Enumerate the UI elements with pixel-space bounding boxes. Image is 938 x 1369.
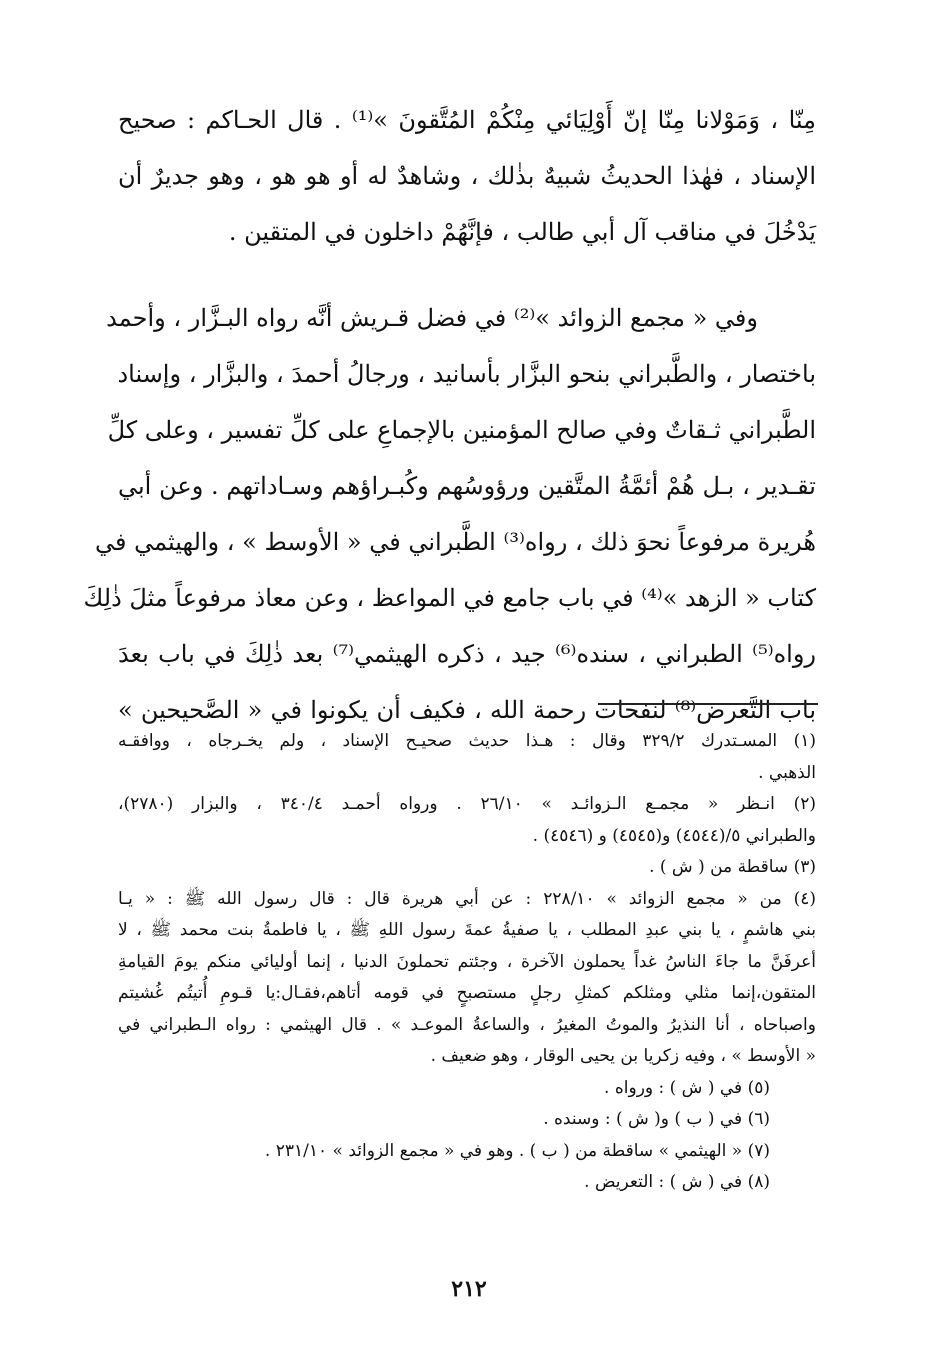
footnote-line: (٢) انـظر « مجمـع الـزوائـد » ٢٦/١٠ . ورواه أحمـد ٣٤٠/٤ ، والبزار (٢٧٨٠)، [118, 794, 817, 814]
footnote-6 [118, 1104, 816, 1136]
text-line: الإسناد ، فهٰذا الحديثُ شبيهٌ بذٰلك ، وشاهدٌ له أو هو هو ، وهو جديرٌ أن [118, 162, 816, 190]
text-line: هُريرة مرفوعاً نحوَ ذلك ، رواه⁽³⁾ الطَّبراني في « الأوسط » ، والهيثمي في [95, 528, 816, 556]
footnote-line: (٣) ساقطة من ( ش ) . [649, 857, 816, 877]
footnotes [118, 726, 816, 1199]
footnote-line: (٧) « الهيثمي » ساقطة من ( ب ) . وهو في « مجمع الزوائد » ٢٣١/١٠ . [264, 1140, 770, 1161]
paragraph-2 [83, 290, 817, 738]
footnote-separator [598, 703, 818, 705]
main-text [83, 92, 817, 738]
text-line: تقـدير ، بـل هُمْ أئمَّةُ المتَّقين ورؤوسُهم وكُبـراؤهم وسـاداتهم . وعن أبي [118, 472, 816, 500]
footnote-line: أعرفَنَّ ما جاءَ الناسُ غداً يحملون الآخرة ، وجئتم تحملونَ الدنيا ، إنما أوليائي منكم يومَ القيامةِ [118, 951, 816, 972]
footnote-line: والطبراني ٥/(٤٥٤٤) و(٤٥٤٥) و (٤٥٤٦) . [532, 825, 816, 846]
footnote-line: (١) المسـتدرك ٣٢٩/٢ وقال : هـذا حديث صحيـح الإسناد ، ولم يخـرجاه ، ووافقـه [118, 731, 817, 751]
footnote-line: المتقون،إنما مثلي ومثلكم كمثلِ رجلٍ مستصبحٍ في قومه أتاهم،فقـال:يا قـومِ أُتيتُم غُشيتم [118, 983, 816, 1003]
text-line: وفي « مجمع الزوائد »⁽²⁾ في فضل قـريش أنَّه رواه البـزَّار ، وأحمد [106, 304, 758, 332]
footnote-5 [118, 1073, 816, 1105]
footnote-8 [118, 1167, 816, 1199]
text-line: باختصار ، والطَّبراني بنحو البزَّار بأسانيد ، ورجالُ أحمدَ ، والبزَّار ، وإسناد [117, 360, 816, 388]
footnote-3 [118, 852, 816, 884]
footnote-line: الذهبي . [758, 762, 816, 783]
page-number: ٢١٢ [451, 1276, 487, 1302]
footnote-7 [118, 1136, 816, 1168]
footnote-1 [118, 726, 816, 789]
footnote-line: (٤) من « مجمع الزوائد » ٢٢٨/١٠ : عن أبي هريرة قال : قال رسول الله ﷺ : « يـا [118, 888, 816, 909]
text-line: رواه⁽⁵⁾ الطبراني ، سنده⁽⁶⁾ جيد ، ذكره الهيثمي⁽⁷⁾ بعد ذٰلِكَ في باب بعدَ [118, 640, 817, 668]
footnote-line: (٥) في ( ش ) : ورواه . [604, 1077, 770, 1098]
text-line: يَدْخُلَ في مناقب آل أبي طالب ، فإنَّهُمْ داخلون في المتقين . [228, 218, 816, 246]
footnote-line: بني هاشمٍ ، يا بني عبدِ المطلب ، يا صفيةُ عمةَ رسول اللهِ ﷺ ، يا فاطمةُ بنت محمد ﷺ ، لا [118, 920, 816, 940]
footnote-2 [118, 789, 816, 852]
text-line: الطَّبراني ثـقاتٌ وفي صالح المؤمنين بالإجماعِ على كلِّ تفسير ، وعلى كلِّ [107, 416, 816, 444]
footnote-line: (٨) في ( ش ) : التعريض . [584, 1172, 770, 1192]
text-line: كتاب « الزهد »⁽⁴⁾ في باب جامع في المواعظ ، وعن معاذ مرفوعاً مثلَ ذٰلِكَ [83, 584, 816, 612]
footnote-line: « الأوسط » ، وفيه زكريا بن يحيى الوقار ، وهو ضعيف . [430, 1046, 816, 1066]
paragraph-1 [118, 92, 816, 260]
footnote-line: واصباحاه ، أنا النذيرُ والموتُ المغيرُ ، والساعةُ الموعـد » . قال الهيثمي : رواه الـطبراني في [118, 1014, 816, 1035]
text-line: مِنّا ، وَمَوْلانا مِنّا إنّ أَوْلِيَائي مِنْكُمْ المُتَّقونَ »⁽¹⁾ . قال الحـاكم : صحيح [118, 106, 816, 134]
footnote-4 [118, 884, 816, 1073]
footnote-line: (٦) في ( ب ) و( ش ) : وسنده . [543, 1109, 770, 1129]
text-line: باب التَّعرض⁽⁸⁾ لنفحات رحمة الله ، فكيف أن يكونوا في « الصَّحيحين » [118, 696, 817, 724]
